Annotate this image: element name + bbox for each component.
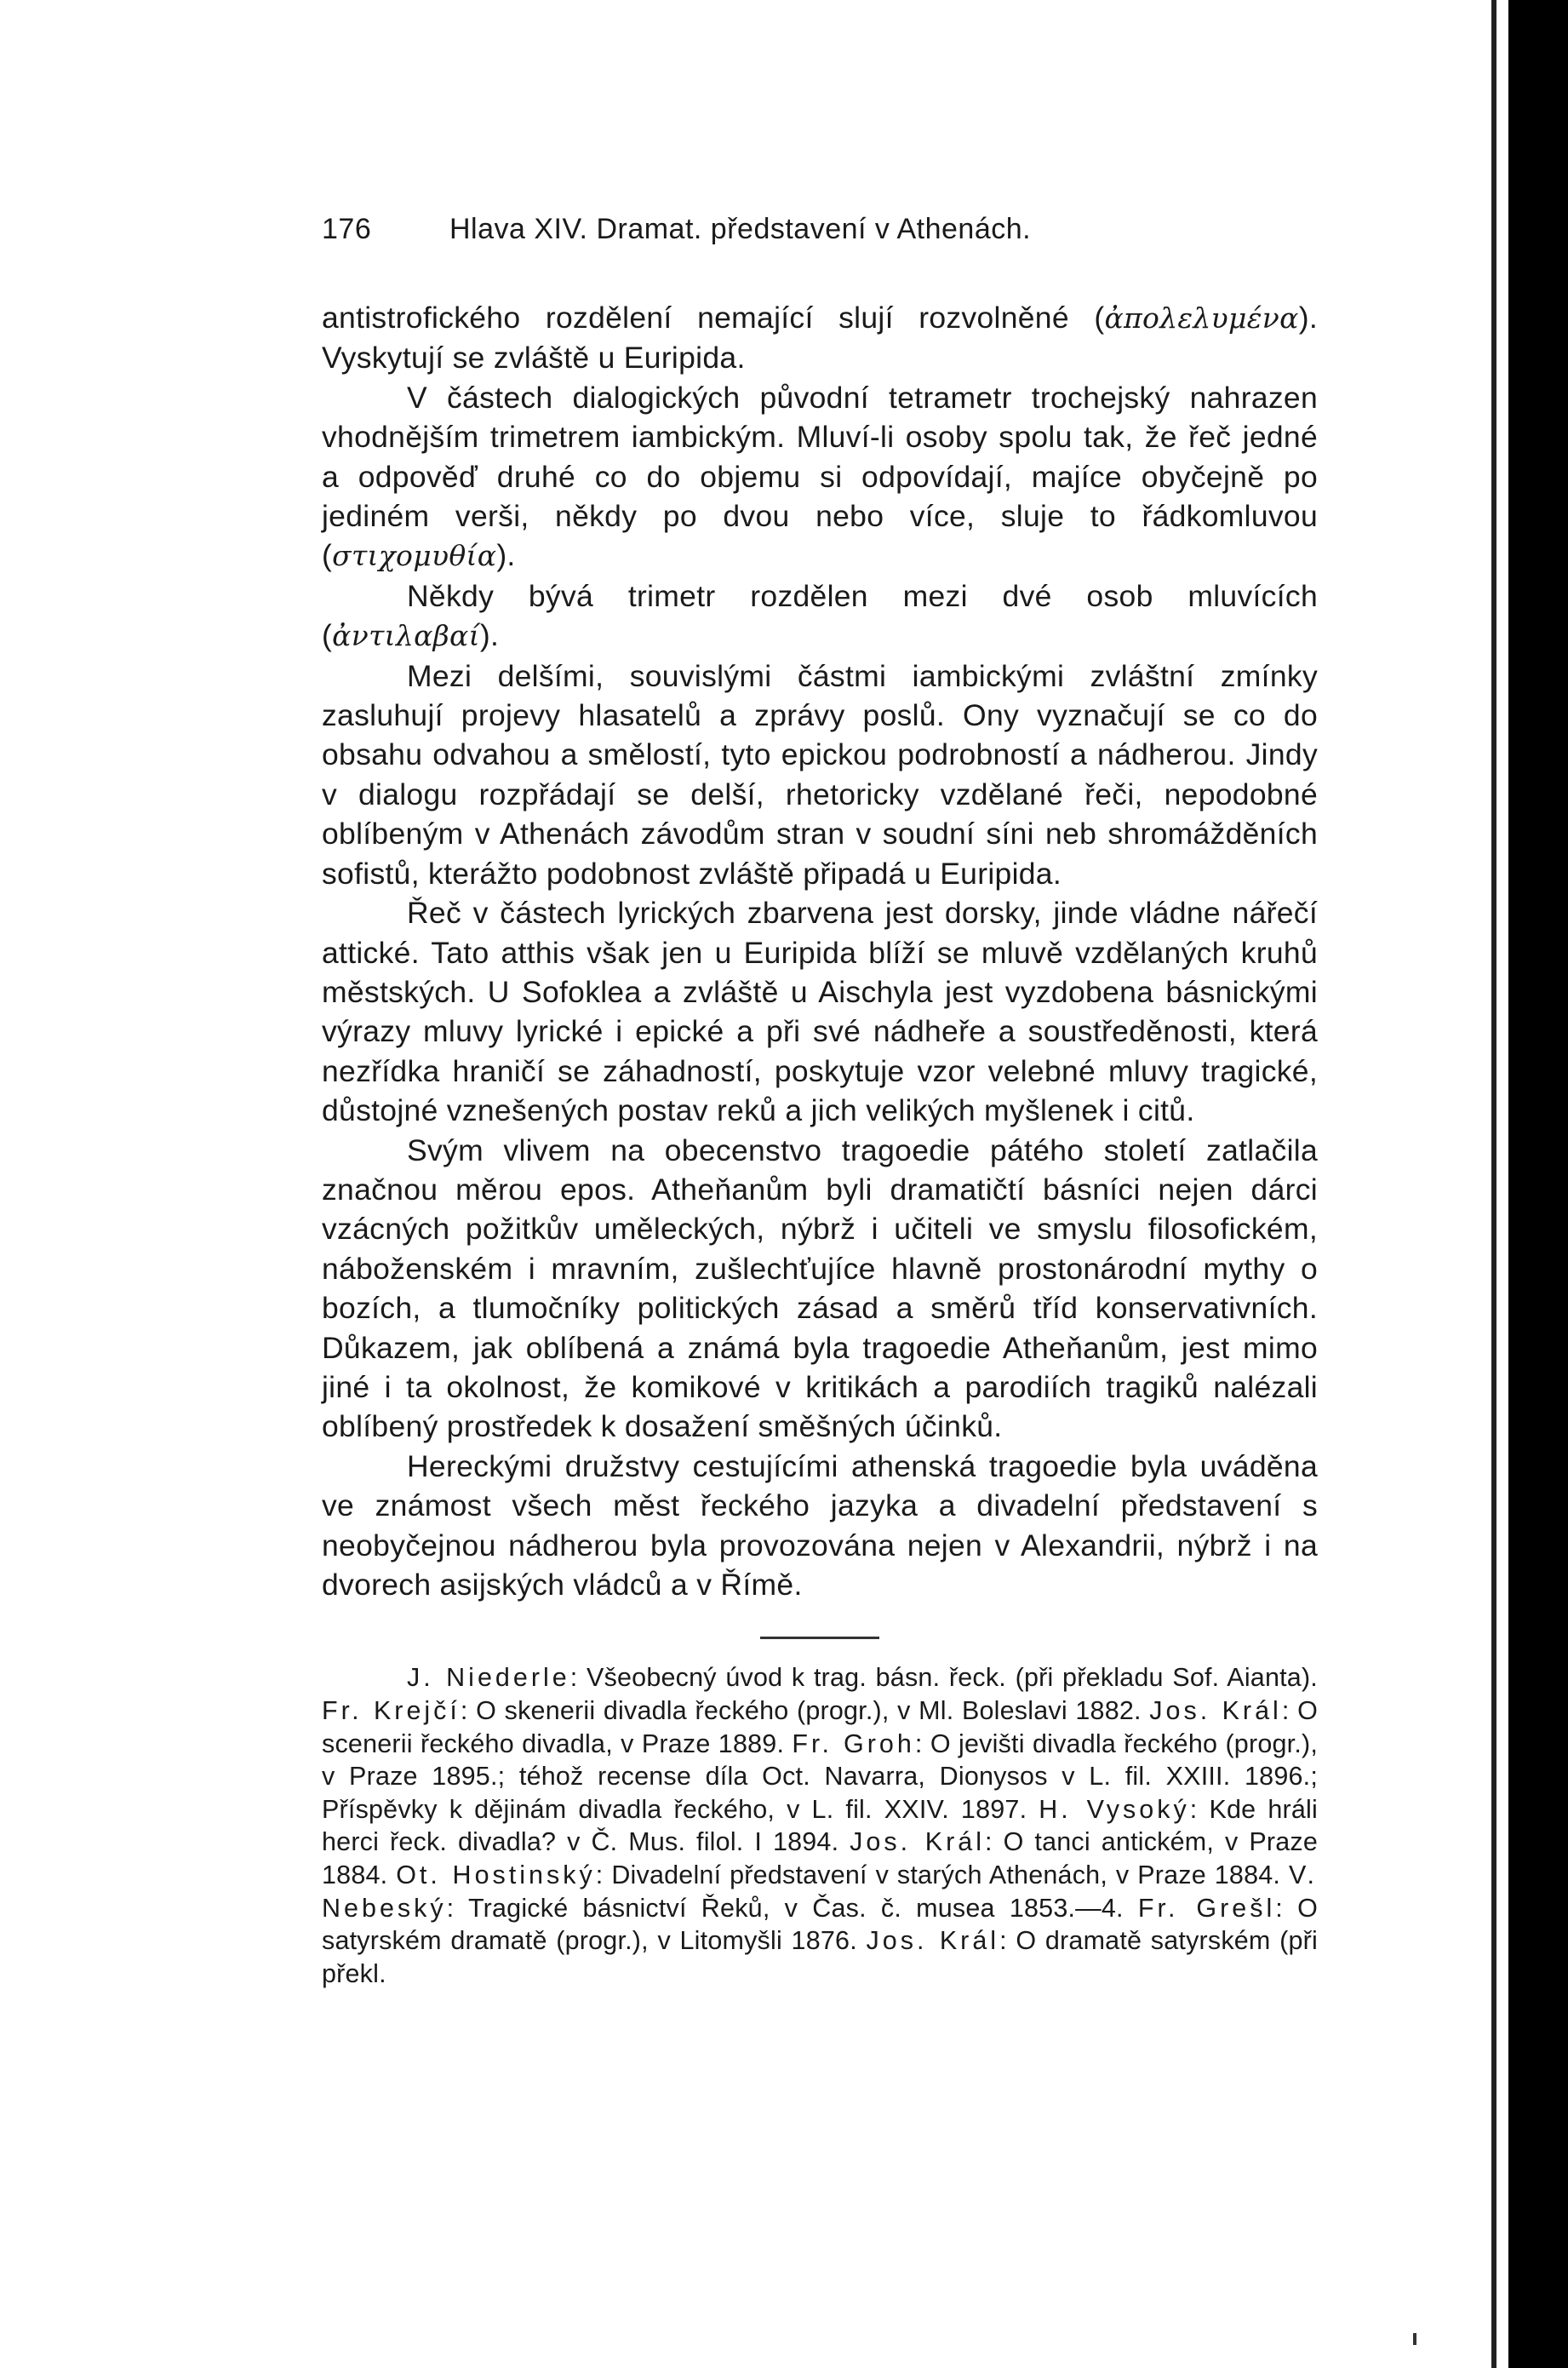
reference-author: Fr. Groh [792, 1729, 915, 1758]
reference-text: : Tragické básnictví Řeků, v Čas. č. musea 1853.—4. [446, 1893, 1138, 1923]
reference-author: H. Vysoký [1039, 1794, 1190, 1824]
reference-author: Fr. Krejčí [322, 1696, 461, 1725]
scan-edge-line [1491, 0, 1496, 2368]
running-head: Hlava XIV. Dramat. představení v Athenách. [449, 213, 1032, 245]
paragraph-text: Někdy bývá trimetr rozdělen mezi dvé osob mluvících ( [322, 578, 1318, 653]
footnote-separator [760, 1637, 879, 1639]
reference-text: : O dramatě satyrském (při překl. [322, 1926, 1319, 1988]
paragraph-text: Svým vlivem na obecenstvo tragoedie pátého století zatlačila značnou měrou epos. Atheňanům byli dramatičtí básníci nejen dárci vzácných požitkův uměleckých, nýbrž i učiteli ve smyslu filosofickém, náboženském i mravním, zušlechťujíce hlavně prostonárodní mythy o bozích, a tlumočníky politických zásad a směrů tříd konservativních. Důkazem, jak oblíbená a známá byla tragoedie Atheňanům, jest mimo jiné i ta okolnost, že komikové v kritikách a parodiích tragiků nalézali oblíbený prostředek k dosažení směšných účinků. [322, 1132, 1318, 1444]
reference-text: : Všeobecný úvod k trag. básn. řeck. (při překladu Sof. Aianta). [569, 1663, 1318, 1693]
scan-speck [1413, 2333, 1416, 2345]
page-header [322, 213, 1318, 264]
reference-text: : O satyrském dramatě (progr.), v Litomyšli 1876. [322, 1893, 1319, 1956]
book-page [322, 213, 1318, 1990]
reference-author: Ot. Hostinský [396, 1860, 596, 1889]
scan-edge-border [1508, 0, 1568, 2368]
paragraph-p6 [322, 1131, 1318, 1447]
reference-author: Jos. Král [1149, 1696, 1282, 1725]
reference-text: : O jevišti divadla řeckého (progr.), v Praze 1895.; téhož recense díla Oct. Navarra, Dionysos v L. fil. XXIII. 1896.; Příspěvky k dějinám divadla řeckého, v L. fil. XXIV. 1897. [322, 1729, 1319, 1824]
paragraph-text: ). Vyskytují se zvláště u Euripida. [322, 301, 1318, 376]
reference-text: : O tanci antickém, v Praze 1884. [322, 1827, 1318, 1889]
reference-author: Jos. Král [866, 1926, 1000, 1956]
footnotes [322, 1661, 1318, 1990]
paragraph-text: antistrofického rozdělení nemající slují rozvolněné ( [322, 301, 1105, 335]
reference-author: Jos. Král [850, 1827, 986, 1857]
paragraph-p4 [322, 657, 1318, 893]
reference-text: : Kde hráli herci řeck. divadla? v Č. Mus. filol. I 1894. [322, 1794, 1318, 1857]
footnote-paragraph [322, 1661, 1318, 1990]
greek-term: ἀντιλαβαί [332, 619, 480, 653]
paragraph-p7 [322, 1447, 1318, 1605]
greek-term: στιχομυθία [332, 539, 497, 573]
paragraph-text: ). [496, 538, 516, 573]
paragraph-text: Hereckými družstvy cestujícími athenská tragoedie byla uváděna ve známost všech měst řeckého jazyka a divadelní představení s neobyčejnou nádherou byla provozována nejen v Alexandrii, nýbrž i na dvorech asijských vládců a v Římě. [322, 1448, 1318, 1602]
reference-author: V. Nebeský [322, 1860, 1318, 1923]
paragraph-p5 [322, 893, 1318, 1130]
paragraph-text: ). [479, 618, 500, 653]
reference-author: Fr. Grešl [1137, 1893, 1276, 1923]
paragraph-text: Mezi delšími, souvislými částmi iambickými zvláštní zmínky zasluhují projevy hlasatelů a zprávy poslů. Ony vyznačují se co do obsahu odvahou a smělostí, tyto epickou podrobností a nádherou. Jindy v dialogu rozpřádají se delší, rhetoricky vzdělané řeči, nepodobné oblíbeným v Athenách závodům stran v soudní síni neb shromážděních sofistů, kterážto podobnost zvláště připadá u Euripida. [322, 658, 1318, 891]
reference-text: : Divadelní představení v starých Athenách, v Praze 1884. [595, 1860, 1289, 1889]
page-number: 176 [322, 213, 372, 245]
reference-text: : O scenerii řeckého divadla, v Praze 1889. [322, 1696, 1318, 1758]
paragraph-p2 [322, 378, 1318, 576]
paragraph-text: V částech dialogických původní tetrametr trochejský nahrazen vhodnějším trimetrem iambickým. Mluví-li osoby spolu tak, že řeč jedné a odpověď druhé co do objemu si odpovídají, majíce obyčejně po jediném verši, někdy po dvou nebo více, sluje to řádkomluvou ( [322, 380, 1318, 573]
greek-term: ἀπολελυμένα [1104, 301, 1299, 335]
paragraph-text: Řeč v částech lyrických zbarvena jest dorsky, jinde vládne nářečí attické. Tato atthis však jen u Euripida blíží se mluvě vzdělaných kruhů městských. U Sofoklea a zvláště u Aischyla jest vyzdobena básnickými výrazy mluvy lyrické i epické a při své nádheře a soustředěnosti, která nezřídka hraničí se záhadností, poskytuje vzor velebné mluvy tragické, důstojné vznešených postav reků a jich velikých myšlenek i citů. [322, 896, 1318, 1128]
body-text [322, 298, 1318, 1604]
reference-text: : O skenerii divadla řeckého (progr.), v Ml. Boleslavi 1882. [460, 1696, 1150, 1725]
paragraph-p3 [322, 576, 1318, 657]
reference-author: J. Niederle [407, 1663, 570, 1693]
paragraph-p1 [322, 298, 1318, 378]
